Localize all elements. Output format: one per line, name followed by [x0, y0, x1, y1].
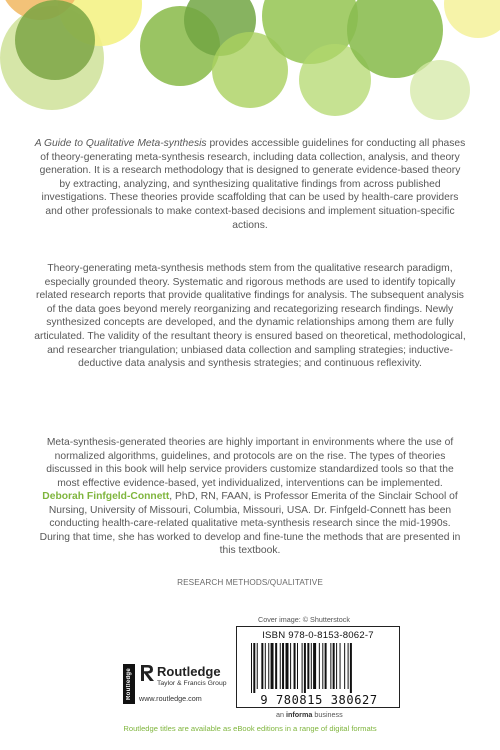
isbn-barcode — [236, 626, 400, 708]
barcode-bar — [275, 643, 277, 689]
author-name: Deborah Finfgeld-Connett — [42, 491, 170, 502]
circle-dark-green — [15, 0, 95, 80]
barcode-bar — [322, 643, 323, 689]
barcode-bar — [302, 643, 303, 693]
barcode-bar — [257, 643, 258, 689]
barcode-bar — [350, 643, 352, 693]
barcode-bar — [344, 643, 345, 689]
barcode-bar — [286, 643, 289, 689]
barcode-bar — [290, 643, 291, 689]
barcode-bar — [265, 643, 266, 689]
description-text-1: provides accessible guidelines for conducting all phases of theory-generating meta-synthesis research, including data collection, analysis, and theory generation. It is a research methodology that is designed to generate evidence-based theory by extracting, analyzing, and synthesizing qualitative findings from across published investigations. These theories provide scaffolding that can be used by health-care providers and other professionals to make context-based decisions and implement situation-specific actions. — [39, 138, 466, 231]
informa-brand: informa — [286, 710, 313, 719]
isbn-label: ISBN 978-0-8153-8062-7 — [262, 630, 374, 641]
barcode-bar — [325, 643, 327, 689]
publisher-block — [123, 664, 233, 706]
barcode-bar — [282, 643, 284, 689]
barcode-bar — [319, 643, 320, 689]
barcode-bar — [271, 643, 274, 689]
cover-credit: Cover image: © Shutterstock — [258, 615, 350, 624]
barcode-bar — [294, 643, 296, 689]
barcode-bar — [311, 643, 312, 689]
publisher-name: Routledge — [157, 664, 221, 679]
author-bio — [34, 490, 466, 558]
barcode-bar — [336, 643, 337, 689]
description-paragraph-1 — [34, 137, 466, 232]
author-bio-text: , PhD, RN, FAAN, is Professor Emerita of the Sinclair School of Nursing, University of Missouri, Columbia, Missouri, USA. Dr. Finfgeld-Connett has been conducting health-care-related qualitative meta-synthesis research since the mid-1990s. During that time, she has worked to develop and fine-tune the methods that are presented in this textbook. — [39, 491, 461, 557]
publisher-url: www.routledge.com — [139, 694, 202, 703]
barcode-bar — [304, 643, 306, 693]
book-title: A Guide to Qualitative Meta-synthesis — [34, 138, 207, 149]
description-paragraph-2: Theory-generating meta-synthesis methods stem from the qualitative research paradigm, especially grounded theory. Systematic and rigorous methods are used to identify topically related research reports that provide qualitative findings for analysis. The subsequent analysis of the data goes beyond merely reorganizing and recategorizing research findings. Newly synthesized concepts are developed, and the dynamic relationships among them are fully articulated. The validity of the resultant theory is ensured based on theoretical, methodological, and researcher triangulation; unbiased data collection and sampling strategies; inductive-deductive data analysis and synthesis strategies; and continuous reflexivity. — [34, 263, 466, 370]
barcode-bar — [251, 643, 252, 693]
routledge-logo-icon — [139, 664, 155, 682]
decorative-circles — [0, 0, 500, 140]
barcode-bar — [333, 643, 335, 689]
circle-yellow-2 — [444, 0, 500, 38]
circle-pale-green — [410, 60, 470, 120]
barcode-bar — [280, 643, 281, 689]
barcode-bar — [307, 643, 309, 689]
barcode-bar — [297, 643, 298, 689]
isbn-digits: 9 780815 380627 — [260, 693, 378, 707]
barcode-bar — [330, 643, 331, 689]
barcode-bar — [313, 643, 316, 689]
barcode-icon — [251, 643, 387, 693]
barcode-bar — [348, 643, 349, 689]
informa-credit: an informa business — [276, 710, 343, 719]
publisher-group: Taylor & Francis Group — [157, 680, 227, 687]
publisher-spine-mark — [123, 664, 135, 704]
barcode-bar — [261, 643, 263, 689]
barcode-bar — [253, 643, 255, 693]
subject-category: RESEARCH METHODS/QUALITATIVE — [177, 578, 323, 587]
publisher-spine-text: Routledge — [126, 667, 132, 701]
barcode-bar — [340, 643, 341, 689]
ebook-note: Routledge titles are available as eBook editions in a range of digital formats — [123, 724, 377, 733]
description-paragraph-3: Meta-synthesis-generated theories are highly important in environments where the use of normalized algorithms, guidelines, and protocols are on the rise. The types of theories discussed in this book will help service providers customize standardized tools so that the most effective evidence-based, yet individualized, interventions can be implemented. — [46, 437, 454, 489]
barcode-bar — [268, 643, 269, 689]
